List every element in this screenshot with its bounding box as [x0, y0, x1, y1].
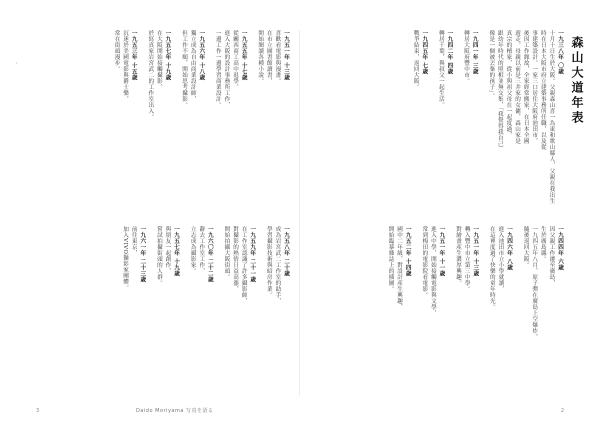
- entry-text-line: 轉居千葉，與叔父一起生活。: [437, 30, 444, 108]
- entry-text-line: 在市立圖書館讀書，: [265, 30, 272, 84]
- entry-text-line: 後因工作緣故，全家經常搬家，在日本全國: [522, 30, 529, 144]
- entry-text-line: 對繪畫產生濃厚興趣。: [455, 226, 462, 286]
- entry-text-line: 轉入豐中市立第三中學。: [463, 226, 470, 292]
- entry-text-line: 在工作室認識了許多攝影師，: [240, 226, 247, 304]
- timeline-entry: [179, 30, 205, 120]
- entry-text-line: 像是一個被丟棄的孩子」。: [488, 30, 495, 100]
- right-page: [300, 0, 600, 426]
- entry-text-line: 進入中學，開始接觸電影與文學，: [429, 226, 436, 316]
- timeline-entry: [411, 30, 428, 204]
- timeline-entry: [188, 226, 214, 304]
- entry-text-line: 生於廣島縣。: [539, 226, 546, 262]
- entry-text-line: 事建築設計。一家三口居住大阪府池田市，: [531, 30, 538, 144]
- entry-year-heading: 一九五七年 十九歳: [173, 226, 180, 277]
- entry-text-line: 沉迷於美國電影與爵士樂，: [122, 30, 129, 102]
- entry-text-line: 國中二年級，對設計產生興趣，: [396, 226, 403, 310]
- entry-text-line: 開始閱讀各種小說。: [257, 30, 264, 84]
- entry-year-heading: 一九四二年 四歳: [446, 30, 453, 75]
- entry-text-line: 辭去工作室工作，: [198, 226, 205, 274]
- entry-year-heading: 一九五一年 十三歳: [472, 226, 479, 277]
- entry-text-line: 真宗的檀家，從小與祖父母在一起度過，: [505, 30, 512, 138]
- timeline-entry: [146, 30, 172, 120]
- entry-text-line: 對攝影的熱情日益高漲，: [232, 226, 239, 292]
- page-number-left: 3: [36, 408, 40, 414]
- entry-text-line: 前往東京，: [130, 226, 137, 256]
- entry-text-line: 戰爭結束，返回大阪。: [412, 30, 419, 90]
- timeline-entry: [264, 226, 290, 304]
- entry-year-heading: 一九五八年 二十歳: [283, 226, 289, 277]
- entry-year-heading: 一九四五年 七歳: [421, 30, 428, 75]
- entry-text-line: 十月十日生於大阪。父親森山喜一為東和歌山縣人，父親在我出生: [548, 30, 555, 204]
- entry-text-line: 進入池田市立小學就讀，: [497, 226, 504, 292]
- timeline-entry: [487, 226, 513, 340]
- entry-year-heading: 一九五七年 十九歳: [164, 30, 171, 81]
- entry-year-heading: 一九五一年 十一歳: [438, 226, 445, 277]
- entry-text-line: 因父親工作遷至廣島，: [548, 226, 555, 286]
- timeline-band-left-top: [112, 30, 290, 120]
- entry-text-line: 學習攝影技術與暗房作業。: [265, 226, 272, 298]
- timeline-band-right-top: [411, 30, 564, 204]
- entry-year-heading: 一九六一年 二十三歳: [139, 226, 146, 283]
- entry-text-line: 但工作不順，開始思考攝影。: [181, 30, 188, 108]
- entry-text-line: 在這裡度過了快樂的童年時光。: [488, 226, 495, 310]
- entry-text-line: 遊走。母親以前是三井家的女傭，森山家是: [514, 30, 521, 144]
- entry-text-line: 隨後返回大阪。: [522, 226, 529, 268]
- entry-text-line: 常到梅田的電影院看電影。: [421, 226, 428, 298]
- timeline-entry: [487, 30, 564, 204]
- entry-year-heading: 一九五一年 十三歳: [283, 30, 289, 81]
- entry-text-line: 一九四五年八月，原子彈在廣島上空爆炸，: [531, 226, 538, 340]
- entry-year-heading: 一九三八年 〇歳: [557, 30, 563, 75]
- timeline-band-left-bottom: [121, 226, 291, 304]
- timeline-entry: [420, 226, 446, 340]
- page-number-right: 2: [560, 408, 564, 414]
- chronology-title: 森山大道年表: [570, 36, 584, 126]
- timeline-entry: [256, 30, 290, 120]
- timeline-entry: [154, 226, 180, 304]
- entry-text-line: 加入VIVO攝影家團體。: [122, 226, 129, 291]
- entry-year-heading: 一九五六年 十八歳: [198, 30, 205, 81]
- entry-text-line: 轉居大阪府豐中市。: [463, 30, 470, 84]
- entry-text-line: 進入大阪的設計事務所工作，: [223, 30, 230, 108]
- entry-text-line: 一邊工作一邊學習商業設計。: [214, 30, 221, 108]
- entry-year-heading: 一九四一年 三歳: [471, 30, 478, 75]
- timeline-entry: [222, 226, 256, 304]
- entry-text-line: 常在街頭漫步。: [113, 30, 120, 72]
- entry-text-line: 在大阪開始接觸攝影，: [155, 30, 162, 90]
- entry-text-line: 嘗試拍攝街頭的人群。: [155, 226, 162, 286]
- entry-text-line: 成為岩宮武二工作室的助手，: [274, 226, 281, 304]
- entry-year-heading: 一九四四年 六歳: [557, 226, 563, 271]
- entry-year-heading: 一九四六年 八歳: [506, 226, 513, 271]
- entry-year-heading: 一九五五年 十七歳: [240, 30, 247, 81]
- entry-year-heading: 一九六〇年 二十二歳: [206, 226, 213, 283]
- timeline-band-right-bottom: [386, 226, 564, 340]
- entry-text-line: 開始臨摹雜誌上的插圖。: [387, 226, 394, 292]
- entry-text-line: 立志成為攝影家。: [189, 226, 196, 274]
- entry-text-line: 開始拍攝大阪街頭。: [223, 226, 230, 280]
- entry-year-heading: 一九五二年 十四歳: [404, 226, 411, 277]
- entry-text-line: 跟幼年時代的照相並無交集，「我覺得我自己: [496, 30, 503, 148]
- timeline-entry: [521, 226, 564, 340]
- entry-text-line: 時在日本大阪市府立建築事務所任職，以及從: [539, 30, 546, 150]
- timeline-entry: [453, 226, 479, 340]
- timeline-entry: [213, 30, 247, 120]
- timeline-entry: [386, 226, 412, 340]
- timeline-entry: [121, 226, 147, 304]
- timeline-entry: [461, 30, 478, 204]
- entry-text-line: 與朋友一起創作，: [164, 226, 171, 274]
- running-footer: Daido Moriyama 写真を語る: [136, 408, 214, 414]
- entry-year-heading: 一九五三年 十五歳: [130, 30, 137, 81]
- timeline-entry: [112, 30, 138, 120]
- entry-text-line: 從關西商工高中退學，: [232, 30, 239, 90]
- margin-mark: ’: [16, 62, 18, 68]
- entry-text-line: 喜歡看電影與漫畫。: [274, 30, 281, 84]
- entry-text-line: 於寫真家岩宮武二的工作室出入。: [147, 30, 154, 120]
- timeline-entry: [436, 30, 453, 204]
- entry-text-line: 獨立成為自由商業設計師，: [189, 30, 196, 102]
- entry-year-heading: 一九五九年 二十一歳: [249, 226, 256, 283]
